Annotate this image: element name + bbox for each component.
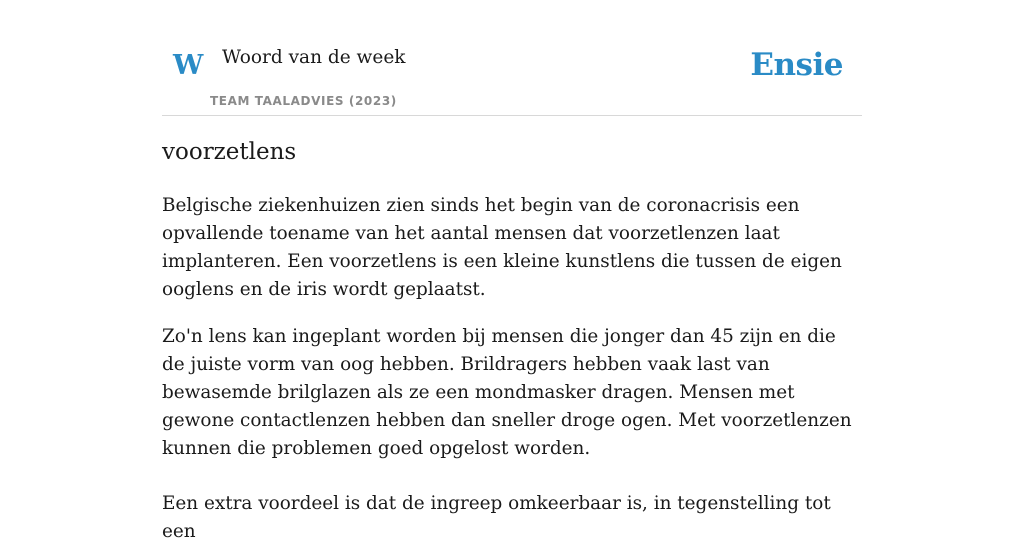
source-logo: W [173,50,204,81]
definition-paragraph: Een extra voordeel is dat de ingreep omkeerbaar is, in tegenstelling tot een [162,493,831,542]
source-header [162,0,862,116]
source-title[interactable]: Woord van de week [222,47,406,68]
brand-logo[interactable]: Ensie [750,47,843,83]
article-container [162,0,862,542]
headword: voorzetlens [162,139,297,165]
definition-paragraph: Zo'n lens kan ingeplant worden bij mensen die jonger dan 45 zijn en die de juiste vorm van oog hebben. Brildragers hebben vaak last van bewasemde brilglazen als ze een mondmasker dragen. Mensen met gewone contactlenzen hebben dan sneller droge ogen. Met voorzetlenzen kunnen die problemen goed opgelost worden. [162,326,852,459]
source-author: TEAM TAALADVIES (2023) [210,94,397,108]
definition-paragraph: Belgische ziekenhuizen zien sinds het begin van de coronacrisis een opvallende toename van het aantal mensen dat voorzetlenzen laat implanteren. Een voorzetlens is een kleine kunstlens die tussen de eigen ooglens en de iris wordt geplaatst. [162,195,842,300]
